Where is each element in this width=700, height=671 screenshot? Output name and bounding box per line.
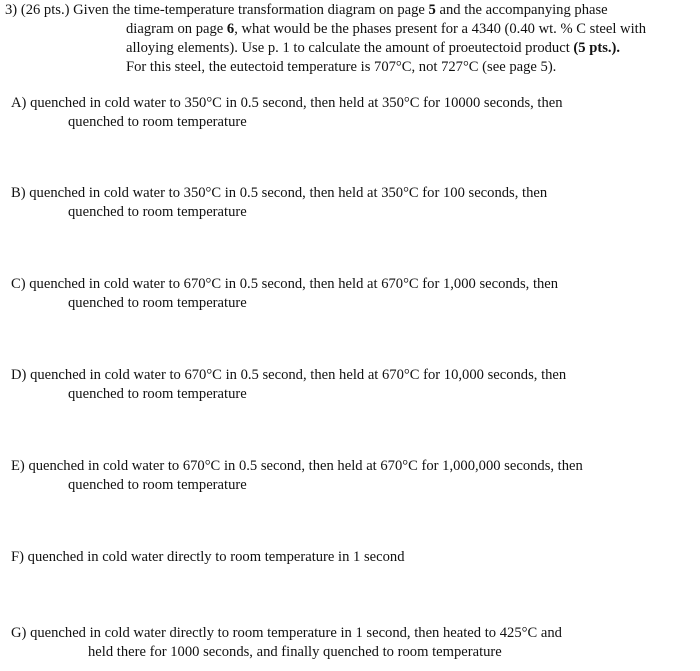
part-line-2 [68,113,247,133]
part-line-1 [11,94,563,114]
part-label: D) [11,367,27,383]
part-line-1 [11,624,562,644]
part-label: A) [11,95,27,111]
part-text-continued: held there for 1000 seconds, and finally quenched to room temperature [88,644,502,660]
part-label: C) [11,276,26,292]
part-label: B) [11,185,26,201]
part-line-2 [68,294,247,314]
ttt-page-number: 5 [428,2,436,18]
part-line-1 [11,548,405,568]
part-text-continued: quenched to room temperature [68,295,247,311]
part-line-2 [68,476,247,496]
question-text-4: For this steel, the eutectoid temperature is 707°C, not 727°C (see page 5). [126,59,557,75]
part-text: quenched in cold water directly to room temperature in 1 second [27,549,405,565]
question-line-3 [126,39,620,59]
part-line-2 [88,643,502,663]
question-text-2b: , what would be the phases present for a 4340 (0.40 wt. % C steel with [234,21,646,37]
part-text: quenched in cold water to 350°C in 0.5 second, then held at 350°C for 10000 seconds, then [30,95,563,111]
part-text: quenched in cold water to 670°C in 0.5 second, then held at 670°C for 1,000,000 seconds, then [28,458,583,474]
part-line-1 [11,366,566,386]
part-text: quenched in cold water directly to room temperature in 1 second, then heated to 425°C and [30,625,562,641]
question-line-2 [126,20,646,40]
part-line-1 [11,275,558,295]
question-line-4 [126,58,556,78]
question-number: 3) [5,2,18,18]
question-text-1: Given the time-temperature transformation diagram on page [73,2,429,18]
question-points: (26 pts.) [20,2,70,18]
part-line-2 [68,203,247,223]
proeutectoid-points: (5 pts.). [573,40,621,56]
part-label: E) [11,458,25,474]
part-text: quenched in cold water to 350°C in 0.5 second, then held at 350°C for 100 seconds, then [29,185,548,201]
part-text-continued: quenched to room temperature [68,204,247,220]
phase-page-number: 6 [226,21,235,37]
question-text-1-tail: and the accompanying phase [435,2,608,18]
part-label: F) [11,549,24,565]
part-line-1 [11,184,547,204]
part-line-1 [11,457,583,477]
part-line-2 [68,385,247,405]
part-label: G) [11,625,27,641]
part-text-continued: quenched to room temperature [68,477,247,493]
question-line-1 [5,1,608,21]
part-text: quenched in cold water to 670°C in 0.5 second, then held at 670°C for 1,000 seconds, then [29,276,559,292]
question-text-3a: alloying elements). Use p. 1 to calculate the amount of proeutectoid product [126,40,574,56]
part-text: quenched in cold water to 670°C in 0.5 second, then held at 670°C for 10,000 seconds, then [30,367,567,383]
question-text-2a: diagram on page [126,21,227,37]
part-text-continued: quenched to room temperature [68,114,247,130]
part-text-continued: quenched to room temperature [68,386,247,402]
